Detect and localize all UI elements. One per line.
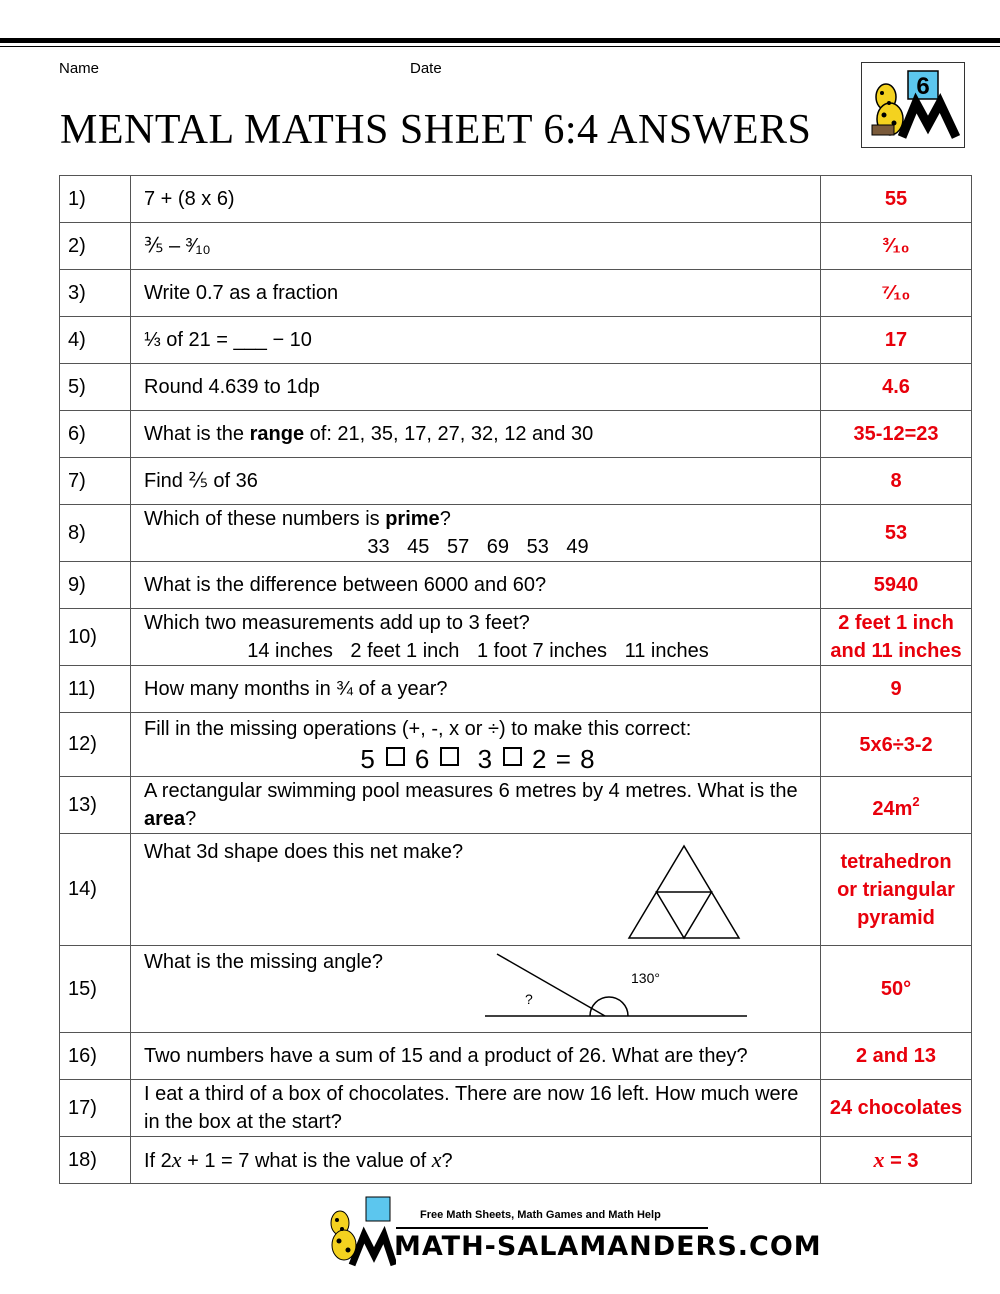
- question-text-part: ?: [441, 1149, 453, 1172]
- blank-box-icon: [386, 747, 405, 766]
- question-number: 8): [60, 505, 131, 562]
- answer-cell: [821, 609, 972, 666]
- answer-value: = 3: [884, 1149, 919, 1172]
- question-number: 14): [60, 834, 131, 946]
- tetrahedron-net-diagram: [627, 844, 741, 940]
- question-number: 5): [60, 364, 131, 411]
- question-text-part: ?: [185, 808, 197, 830]
- page-title: MENTAL MATHS SHEET 6:4 ANSWERS: [60, 107, 812, 153]
- question-text-part: Fill in the missing operations (+, -, x or ÷) to make this correct:: [144, 717, 692, 740]
- answer-variable: x: [873, 1146, 885, 1172]
- question-text: [131, 834, 821, 946]
- answer-cell: 35-12=23: [821, 411, 972, 458]
- question-text: ⅗ – ³⁄₁₀: [131, 223, 821, 270]
- question-text: Find ⅖ of 36: [131, 458, 821, 505]
- option: 57: [446, 536, 470, 558]
- option: 69: [486, 536, 510, 558]
- answer-cell: 50°: [821, 946, 972, 1033]
- question-number: 1): [60, 176, 131, 223]
- option: 14 inches: [247, 640, 333, 662]
- option: 11 inches: [624, 640, 709, 662]
- question-text: 7 + (8 x 6): [131, 176, 821, 223]
- variable: x: [171, 1146, 182, 1172]
- question-number: 4): [60, 317, 131, 364]
- option: 1 foot 7 inches: [476, 640, 608, 662]
- answer-line: tetrahedron: [840, 850, 952, 873]
- answer-cell: 55: [821, 176, 972, 223]
- question-text: [131, 505, 821, 562]
- unknown-angle-label: ?: [525, 991, 533, 1007]
- question-number: 15): [60, 946, 131, 1033]
- question-text: [131, 609, 821, 666]
- answer-superscript: 2: [912, 793, 920, 809]
- question-row: [60, 834, 972, 946]
- question-row: [60, 411, 972, 458]
- question-keyword: prime: [385, 508, 440, 530]
- question-text: [131, 411, 821, 458]
- question-row: [60, 1137, 972, 1184]
- option: 49: [566, 536, 589, 558]
- eq-number: 2 = 8: [532, 743, 596, 774]
- answer-line: or triangular: [837, 878, 955, 901]
- angle-label: 130°: [631, 970, 660, 986]
- answer-cell: 8: [821, 458, 972, 505]
- blank-box-icon: [503, 747, 522, 766]
- angle-diagram: [483, 950, 751, 1020]
- answer-cell: ⁷⁄₁₀: [821, 270, 972, 317]
- question-text-part: ?: [439, 508, 451, 530]
- number-options: [144, 533, 812, 561]
- question-number: 3): [60, 270, 131, 317]
- question-row: [60, 562, 972, 609]
- question-text: ⅓ of 21 = ___ − 10: [131, 317, 821, 364]
- question-row: [60, 609, 972, 666]
- question-number: 13): [60, 777, 131, 834]
- answer-cell: [821, 834, 972, 946]
- question-text-part: A rectangular swimming pool measures 6 metres by 4 metres. What is the: [144, 780, 798, 802]
- question-text: [131, 713, 821, 777]
- question-keyword: range: [249, 423, 305, 445]
- question-row: [60, 1033, 972, 1080]
- top-rule: [0, 38, 1000, 43]
- answer-cell: 5940: [821, 562, 972, 609]
- badge-number: 6: [916, 73, 930, 100]
- question-text-part: Which two measurements add up to 3 feet?: [144, 612, 530, 634]
- question-text: [131, 946, 821, 1033]
- answer-cell: ³⁄₁₀: [821, 223, 972, 270]
- question-row: [60, 1080, 972, 1137]
- answer-value: 24m: [872, 797, 913, 820]
- question-text: How many months in ¾ of a year?: [131, 666, 821, 713]
- eq-number: 3: [477, 743, 494, 774]
- question-text: [131, 777, 821, 834]
- question-row: [60, 777, 972, 834]
- grade-badge-logo: [861, 62, 965, 148]
- answer-cell: 17: [821, 317, 972, 364]
- question-number: 10): [60, 609, 131, 666]
- question-text: What is the difference between 6000 and 60?: [131, 562, 821, 609]
- top-rule-thin: [0, 46, 1000, 47]
- question-number: 11): [60, 666, 131, 713]
- question-keyword: area: [144, 808, 186, 830]
- answer-cell: [821, 777, 972, 834]
- footer-tagline: Free Math Sheets, Math Games and Math Help: [420, 1209, 661, 1221]
- eq-number: 5: [360, 743, 376, 774]
- question-text: Round 4.639 to 1dp: [131, 364, 821, 411]
- footer-logo: [322, 1195, 822, 1267]
- operation-equation: [144, 743, 812, 775]
- question-text-part: Which of these numbers is: [144, 508, 386, 530]
- question-text: I eat a third of a box of chocolates. There are now 16 left. How much were in the box at the start?: [131, 1080, 821, 1137]
- question-text-part: What is the: [144, 423, 250, 445]
- questions-table: [59, 175, 972, 1184]
- answer-cell: 4.6: [821, 364, 972, 411]
- question-text: Two numbers have a sum of 15 and a product of 26. What are they?: [131, 1033, 821, 1080]
- question-text-part: What is the missing angle?: [144, 951, 384, 973]
- question-number: 7): [60, 458, 131, 505]
- question-row: [60, 317, 972, 364]
- answer-cell: 2 and 13: [821, 1033, 972, 1080]
- question-row: [60, 364, 972, 411]
- question-row: [60, 666, 972, 713]
- question-number: 17): [60, 1080, 131, 1137]
- question-row: [60, 176, 972, 223]
- answer-line: and 11 inches: [830, 640, 962, 662]
- salamander-logo-icon: [862, 63, 964, 147]
- question-number: 6): [60, 411, 131, 458]
- question-number: 16): [60, 1033, 131, 1080]
- answer-line: 2 feet 1 inch: [838, 612, 954, 634]
- variable: x: [431, 1146, 442, 1172]
- question-text-part: If 2: [144, 1149, 172, 1172]
- question-text: Write 0.7 as a fraction: [131, 270, 821, 317]
- question-row: [60, 458, 972, 505]
- question-number: 12): [60, 713, 131, 777]
- measurement-options: [144, 637, 812, 665]
- question-number: 18): [60, 1137, 131, 1184]
- question-row: [60, 505, 972, 562]
- footer-url: MATH-SALAMANDERS.COM: [394, 1231, 822, 1262]
- option: 53: [526, 536, 549, 558]
- question-text-part: What 3d shape does this net make?: [144, 841, 464, 863]
- answer-cell: 5x6÷3-2: [821, 713, 972, 777]
- eq-number: 6: [414, 743, 431, 774]
- name-label: Name: [59, 60, 100, 77]
- question-number: 9): [60, 562, 131, 609]
- date-label: Date: [410, 60, 442, 77]
- footer-rule: [396, 1227, 708, 1229]
- question-text: [131, 1137, 821, 1184]
- answer-line: pyramid: [857, 906, 935, 929]
- option: 33: [367, 536, 390, 558]
- answer-cell: [821, 1137, 972, 1184]
- question-number: 2): [60, 223, 131, 270]
- question-text-part: + 1 = 7 what is the value of: [181, 1149, 432, 1172]
- option: 2 feet 1 inch: [350, 640, 460, 662]
- answer-cell: 9: [821, 666, 972, 713]
- option: 45: [407, 536, 430, 558]
- blank-box-icon: [440, 747, 459, 766]
- question-text-part: of: 21, 35, 17, 27, 32, 12 and 30: [304, 423, 594, 445]
- question-row: [60, 946, 972, 1033]
- answer-cell: 24 chocolates: [821, 1080, 972, 1137]
- question-row: [60, 223, 972, 270]
- salamander-footer-icon: [322, 1195, 396, 1267]
- answer-cell: 53: [821, 505, 972, 562]
- question-row: [60, 270, 972, 317]
- question-row: [60, 713, 972, 777]
